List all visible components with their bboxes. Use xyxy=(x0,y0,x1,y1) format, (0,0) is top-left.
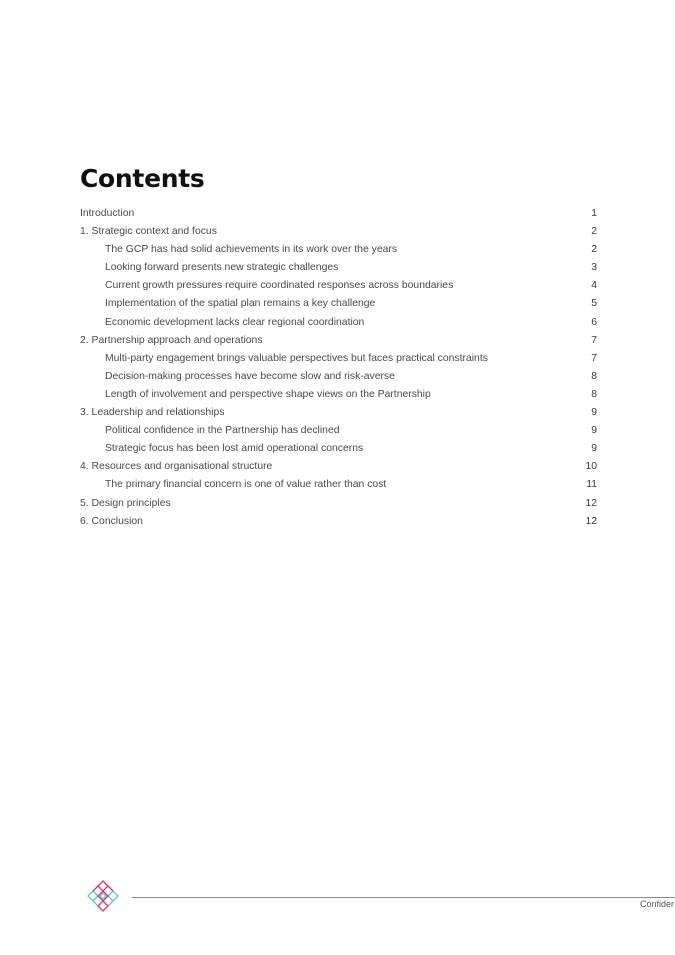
toc-entry-page-number: 4 xyxy=(591,280,597,292)
table-of-contents xyxy=(80,205,597,531)
toc-entry-label: Current growth pressures require coordinated responses across boundaries xyxy=(105,280,454,292)
toc-entry-page-number: 11 xyxy=(586,479,597,491)
toc-subsection-entry[interactable] xyxy=(80,350,597,368)
toc-section-entry[interactable] xyxy=(80,495,597,513)
footer-confidentiality-label: Confider xyxy=(640,899,675,909)
toc-entry-page-number: 9 xyxy=(591,425,597,437)
toc-subsection-entry[interactable] xyxy=(80,295,597,313)
toc-entry-label: Political confidence in the Partnership has declined xyxy=(105,425,340,437)
toc-entry-page-number: 2 xyxy=(591,226,597,238)
toc-section-entry[interactable] xyxy=(80,513,597,531)
toc-entry-page-number: 10 xyxy=(585,461,597,473)
toc-entry-label: 4. Resources and organisational structure xyxy=(80,461,273,473)
toc-entry-page-number: 12 xyxy=(585,497,597,509)
toc-subsection-entry[interactable] xyxy=(80,386,597,404)
toc-entry-page-number: 12 xyxy=(585,515,597,527)
toc-entry-label: Implementation of the spatial plan remains a key challenge xyxy=(105,298,376,310)
lattice-cross-logo-icon xyxy=(86,879,120,913)
toc-entry-label: The primary financial concern is one of value rather than cost xyxy=(105,479,387,491)
toc-entry-label: 6. Conclusion xyxy=(80,515,143,527)
toc-subsection-entry[interactable] xyxy=(80,422,597,440)
toc-subsection-entry[interactable] xyxy=(80,368,597,386)
toc-entry-label: Length of involvement and perspective shape views on the Partnership xyxy=(105,388,431,400)
toc-section-entry[interactable] xyxy=(80,332,597,350)
toc-subsection-entry[interactable] xyxy=(80,314,597,332)
toc-entry-page-number: 6 xyxy=(591,316,597,328)
toc-entry-label: Introduction xyxy=(80,208,135,219)
toc-subsection-entry[interactable] xyxy=(80,277,597,295)
toc-subsection-entry[interactable] xyxy=(80,440,597,458)
toc-entry-page-number: 2 xyxy=(591,244,597,256)
toc-entry-label: 3. Leadership and relationships xyxy=(80,407,225,419)
toc-entry-label: Strategic focus has been lost amid operational concerns xyxy=(105,443,364,455)
toc-entry-label: 5. Design principles xyxy=(80,497,171,509)
toc-subsection-entry[interactable] xyxy=(80,476,597,494)
toc-entry-label: 2. Partnership approach and operations xyxy=(80,334,263,346)
page-title: Contents xyxy=(80,164,205,193)
toc-section-entry[interactable] xyxy=(80,404,597,422)
toc-entry-page-number: 9 xyxy=(591,407,597,419)
toc-entry-page-number: 7 xyxy=(591,352,597,364)
toc-entry-page-number: 8 xyxy=(591,388,597,400)
toc-section-entry[interactable] xyxy=(80,223,597,241)
toc-entry-page-number: 8 xyxy=(591,370,597,382)
toc-subsection-entry[interactable] xyxy=(80,241,597,259)
toc-entry-label: 1. Strategic context and focus xyxy=(80,226,217,238)
toc-entry-page-number: 5 xyxy=(591,298,597,310)
toc-section-entry[interactable] xyxy=(80,458,597,476)
toc-entry-page-number: 9 xyxy=(591,443,597,455)
toc-section-entry[interactable] xyxy=(80,205,597,223)
toc-subsection-entry[interactable] xyxy=(80,259,597,277)
toc-entry-page-number: 3 xyxy=(591,262,597,274)
toc-entry-label: Decision-making processes have become slow and risk-averse xyxy=(105,370,395,382)
toc-entry-page-number: 7 xyxy=(591,334,597,346)
toc-entry-label: The GCP has had solid achievements in its work over the years xyxy=(105,244,398,256)
toc-entry-label: Looking forward presents new strategic challenges xyxy=(105,262,339,274)
toc-entry-label: Multi-party engagement brings valuable perspectives but faces practical constraints xyxy=(105,352,488,364)
toc-entry-label: Economic development lacks clear regional coordination xyxy=(105,316,365,328)
footer-divider xyxy=(132,897,675,898)
toc-entry-page-number: 1 xyxy=(591,208,597,219)
